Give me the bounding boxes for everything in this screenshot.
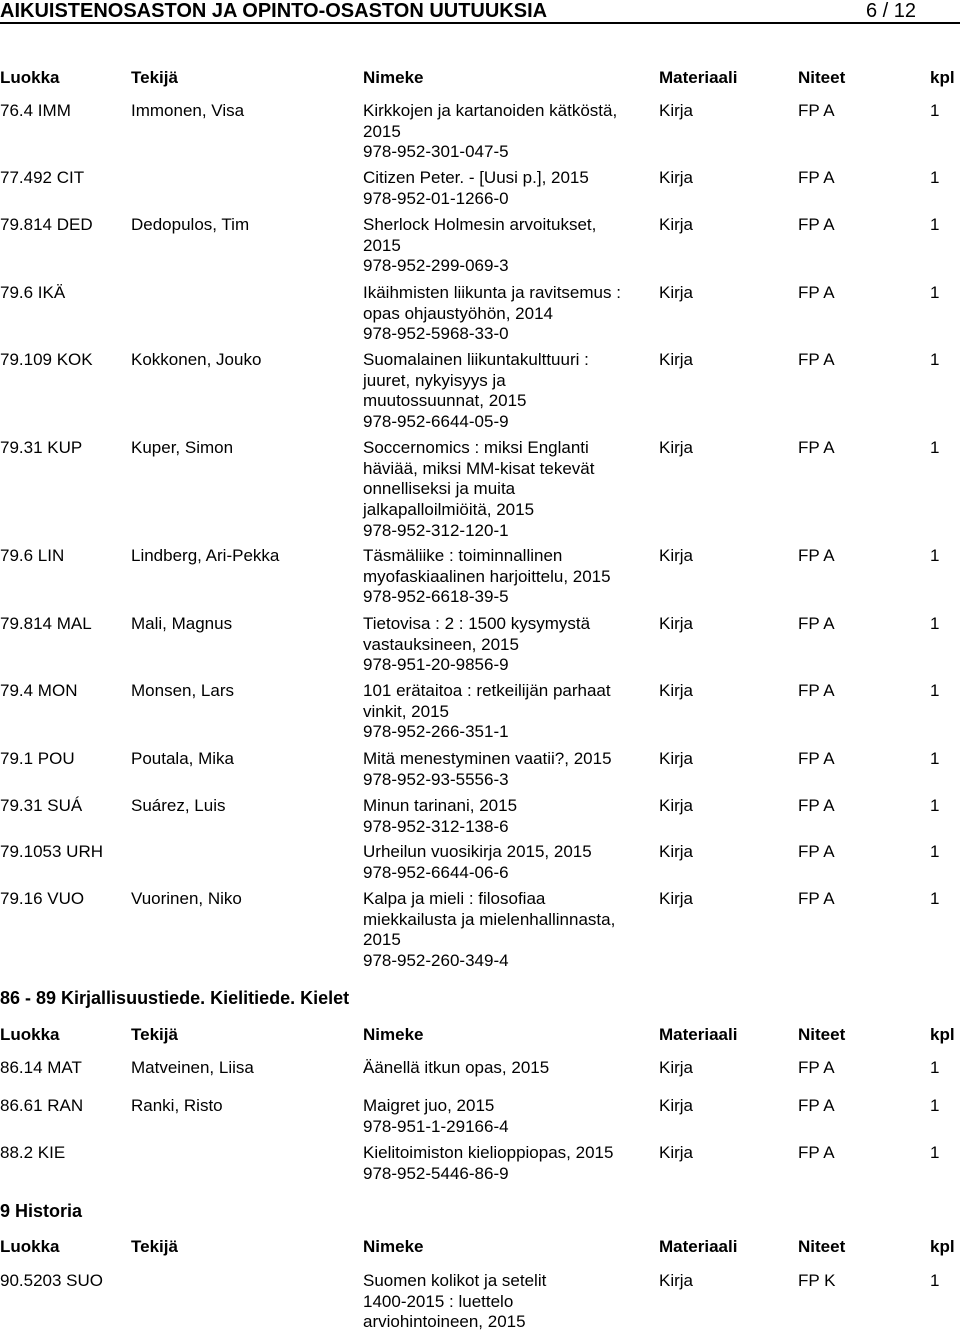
cell-nimeke: [363, 842, 648, 883]
title-line: Citizen Peter. - [Uusi p.], 2015: [363, 168, 589, 187]
cell-tekija: Suárez, Luis: [131, 796, 226, 815]
title-line: Urheilun vuosikirja 2015, 2015: [363, 842, 592, 861]
cell-luokka: 79.6 LIN: [0, 546, 65, 565]
cell-kpl: 1: [930, 546, 940, 565]
title-line: Kalpa ja mieli : filosofiaa: [363, 889, 546, 908]
cell-kpl: 1: [930, 438, 940, 457]
column-header-luokka: Luokka: [0, 1025, 60, 1044]
title-line: Soccernomics : miksi Englanti: [363, 438, 589, 457]
cell-materiaali: Kirja: [659, 283, 694, 302]
cell-kpl: 1: [930, 796, 940, 815]
cell-materiaali: Kirja: [659, 215, 694, 234]
cell-tekija: Vuorinen, Niko: [131, 889, 242, 908]
cell-luokka: 79.31 SUÁ: [0, 796, 83, 815]
column-header-luokka: Luokka: [0, 1237, 60, 1256]
cell-materiaali: Kirja: [659, 842, 694, 861]
title-line: miekkailusta ja mielenhallinnasta,: [363, 909, 616, 929]
title-line: Maigret juo, 2015: [363, 1096, 495, 1115]
title-line: 101 erätaitoa : retkeilijän parhaat: [363, 681, 611, 700]
cell-luokka: 79.16 VUO: [0, 889, 85, 908]
cell-niteet: FP A: [798, 168, 835, 187]
title-line: myofaskiaalinen harjoittelu, 2015: [363, 566, 611, 586]
cell-tekija: Monsen, Lars: [131, 681, 234, 700]
column-header-tekija: Tekijä: [131, 1237, 178, 1256]
cell-luokka: 77.492 CIT: [0, 168, 85, 187]
cell-luokka: 79.1053 URH: [0, 842, 104, 861]
cell-materiaali: Kirja: [659, 168, 694, 187]
title-line: 978-952-301-047-5: [363, 142, 509, 162]
cell-materiaali: Kirja: [659, 1271, 694, 1290]
cell-kpl: 1: [930, 215, 940, 234]
title-line: onnelliseksi ja muita: [363, 479, 516, 499]
column-header-kpl: kpl: [930, 68, 955, 87]
cell-nimeke: [363, 1058, 648, 1079]
cell-kpl: 1: [930, 749, 940, 768]
cell-tekija: Kuper, Simon: [131, 438, 234, 457]
title-line: 978-952-01-1266-0: [363, 188, 509, 208]
cell-luokka: 88.2 KIE: [0, 1143, 66, 1162]
column-header-kpl: kpl: [930, 1237, 955, 1256]
page-header: [0, 0, 960, 24]
cell-nimeke: [363, 283, 648, 345]
column-header-niteet: Niteet: [798, 1025, 846, 1044]
cell-kpl: 1: [930, 101, 940, 120]
cell-materiaali: Kirja: [659, 350, 694, 369]
title-line: Ikäihmisten liikunta ja ravitsemus :: [363, 283, 621, 302]
cell-niteet: FP A: [798, 842, 835, 861]
cell-tekija: Poutala, Mika: [131, 749, 234, 768]
cell-nimeke: [363, 1096, 648, 1137]
cell-materiaali: Kirja: [659, 1096, 694, 1115]
cell-tekija: Matveinen, Liisa: [131, 1058, 254, 1077]
title-line: 2015: [363, 235, 401, 255]
cell-tekija: Dedopulos, Tim: [131, 215, 250, 234]
cell-materiaali: Kirja: [659, 1058, 694, 1077]
column-header-materiaali: Materiaali: [659, 68, 738, 87]
title-line: 2015: [363, 930, 401, 950]
cell-kpl: 1: [930, 1058, 940, 1077]
column-header-nimeke: Nimeke: [363, 1025, 424, 1044]
column-header-row: [0, 1024, 960, 1046]
cell-nimeke: [363, 796, 648, 837]
cell-materiaali: Kirja: [659, 796, 694, 815]
cell-kpl: 1: [930, 614, 940, 633]
cell-niteet: FP A: [798, 438, 835, 457]
title-line: jalkapalloilmiöitä, 2015: [363, 500, 535, 520]
column-header-niteet: Niteet: [798, 1237, 846, 1256]
cell-luokka: 79.109 KOK: [0, 350, 93, 369]
cell-nimeke: [363, 215, 648, 277]
cell-tekija: Kokkonen, Jouko: [131, 350, 262, 369]
title-line: 2015: [363, 121, 401, 141]
cell-materiaali: Kirja: [659, 101, 694, 120]
cell-nimeke: [363, 1271, 648, 1333]
title-line: 1400-2015 : luettelo: [363, 1291, 514, 1311]
title-line: Mitä menestyminen vaatii?, 2015: [363, 749, 612, 768]
cell-nimeke: [363, 889, 648, 972]
cell-luokka: 79.4 MON: [0, 681, 78, 700]
cell-nimeke: [363, 350, 648, 433]
cell-niteet: FP A: [798, 1143, 835, 1162]
cell-nimeke: [363, 681, 648, 743]
cell-kpl: 1: [930, 842, 940, 861]
cell-niteet: FP A: [798, 796, 835, 815]
title-line: 978-951-20-9856-9: [363, 655, 509, 675]
cell-niteet: FP A: [798, 215, 835, 234]
cell-luokka: 90.5203 SUO: [0, 1271, 104, 1290]
cell-luokka: 76.4 IMM: [0, 101, 71, 120]
cell-luokka: 86.61 RAN: [0, 1096, 84, 1115]
title-line: 978-952-6644-05-9: [363, 412, 509, 432]
cell-tekija: Mali, Magnus: [131, 614, 233, 633]
cell-luokka: 79.31 KUP: [0, 438, 83, 457]
title-line: 978-952-266-351-1: [363, 722, 509, 742]
cell-materiaali: Kirja: [659, 681, 694, 700]
column-header-niteet: Niteet: [798, 68, 846, 87]
cell-kpl: 1: [930, 1096, 940, 1115]
cell-kpl: 1: [930, 1271, 940, 1290]
cell-tekija: Lindberg, Ari-Pekka: [131, 546, 280, 565]
cell-materiaali: Kirja: [659, 614, 694, 633]
cell-materiaali: Kirja: [659, 438, 694, 457]
cell-luokka: 79.1 POU: [0, 749, 75, 768]
cell-niteet: FP A: [798, 889, 835, 908]
title-line: Äänellä itkun opas, 2015: [363, 1058, 550, 1077]
cell-materiaali: Kirja: [659, 889, 694, 908]
cell-niteet: FP A: [798, 1058, 835, 1077]
cell-luokka: 86.14 MAT: [0, 1058, 82, 1077]
title-line: 978-952-5968-33-0: [363, 324, 509, 344]
cell-kpl: 1: [930, 681, 940, 700]
column-header-nimeke: Nimeke: [363, 68, 424, 87]
cell-luokka: 79.6 IKÄ: [0, 283, 66, 302]
column-header-materiaali: Materiaali: [659, 1025, 738, 1044]
cell-niteet: FP A: [798, 101, 835, 120]
title-line: vinkit, 2015: [363, 701, 449, 721]
cell-niteet: FP A: [798, 1096, 835, 1115]
column-header-materiaali: Materiaali: [659, 1237, 738, 1256]
title-line: 978-952-312-138-6: [363, 816, 509, 836]
title-line: 978-952-6644-06-6: [363, 862, 509, 882]
column-header-row: [0, 1236, 960, 1258]
cell-niteet: FP A: [798, 749, 835, 768]
cell-kpl: 1: [930, 889, 940, 908]
cell-nimeke: [363, 438, 648, 542]
cell-materiaali: Kirja: [659, 546, 694, 565]
cell-niteet: FP A: [798, 614, 835, 633]
title-line: Sherlock Holmesin arvoitukset,: [363, 215, 597, 234]
cell-niteet: FP A: [798, 283, 835, 302]
cell-nimeke: [363, 546, 648, 608]
title-line: Kirkkojen ja kartanoiden kätköstä,: [363, 101, 618, 120]
title-line: 978-952-260-349-4: [363, 951, 509, 971]
title-line: Minun tarinani, 2015: [363, 796, 518, 815]
title-line: Tietovisa : 2 : 1500 kysymystä: [363, 614, 591, 633]
title-line: muutossuunnat, 2015: [363, 391, 527, 411]
title-line: juuret, nykyisyys ja: [363, 370, 506, 390]
cell-kpl: 1: [930, 168, 940, 187]
cell-tekija: Ranki, Risto: [131, 1096, 223, 1115]
title-line: Suomalainen liikuntakulttuuri :: [363, 350, 589, 369]
cell-nimeke: [363, 101, 648, 163]
cell-materiaali: Kirja: [659, 749, 694, 768]
title-line: 978-951-1-29166-4: [363, 1116, 509, 1136]
title-line: Kielitoimiston kielioppiopas, 2015: [363, 1143, 614, 1162]
title-line: 978-952-312-120-1: [363, 520, 509, 540]
cell-nimeke: [363, 614, 648, 676]
title-line: vastauksineen, 2015: [363, 634, 519, 654]
cell-niteet: FP A: [798, 350, 835, 369]
cell-niteet: FP K: [798, 1271, 836, 1290]
cell-kpl: 1: [930, 1143, 940, 1162]
section-title: 9 Historia: [0, 1201, 83, 1221]
column-header-luokka: Luokka: [0, 68, 60, 87]
title-line: 978-952-5446-86-9: [363, 1163, 509, 1183]
title-line: 978-952-93-5556-3: [363, 769, 509, 789]
title-line: häviää, miksi MM-kisat tekevät: [363, 458, 595, 478]
section-title: 86 - 89 Kirjallisuustiede. Kielitiede. Kielet: [0, 988, 350, 1008]
title-line: Suomen kolikot ja setelit: [363, 1271, 547, 1290]
column-header-kpl: kpl: [930, 1025, 955, 1044]
page-number: 6 / 12: [865, 0, 916, 22]
cell-nimeke: [363, 168, 648, 209]
cell-nimeke: [363, 1143, 648, 1184]
page-title: AIKUISTENOSASTON JA OPINTO-OSASTON UUTUUKSIA: [0, 0, 548, 22]
title-line: opas ohjaustyöhön, 2014: [363, 303, 553, 323]
cell-tekija: Immonen, Visa: [131, 101, 245, 120]
cell-kpl: 1: [930, 283, 940, 302]
title-line: Täsmäliike : toiminnallinen: [363, 546, 563, 565]
cell-luokka: 79.814 DED: [0, 215, 93, 234]
cell-luokka: 79.814 MAL: [0, 614, 92, 633]
column-header-nimeke: Nimeke: [363, 1237, 424, 1256]
cell-niteet: FP A: [798, 681, 835, 700]
cell-materiaali: Kirja: [659, 1143, 694, 1162]
cell-niteet: FP A: [798, 546, 835, 565]
title-line: 978-952-299-069-3: [363, 256, 509, 276]
column-header-row: [0, 67, 960, 89]
cell-nimeke: [363, 749, 648, 790]
title-line: arviohintoineen, 2015: [363, 1312, 526, 1332]
cell-kpl: 1: [930, 350, 940, 369]
column-header-tekija: Tekijä: [131, 68, 178, 87]
title-line: 978-952-6618-39-5: [363, 587, 509, 607]
column-header-tekija: Tekijä: [131, 1025, 178, 1044]
